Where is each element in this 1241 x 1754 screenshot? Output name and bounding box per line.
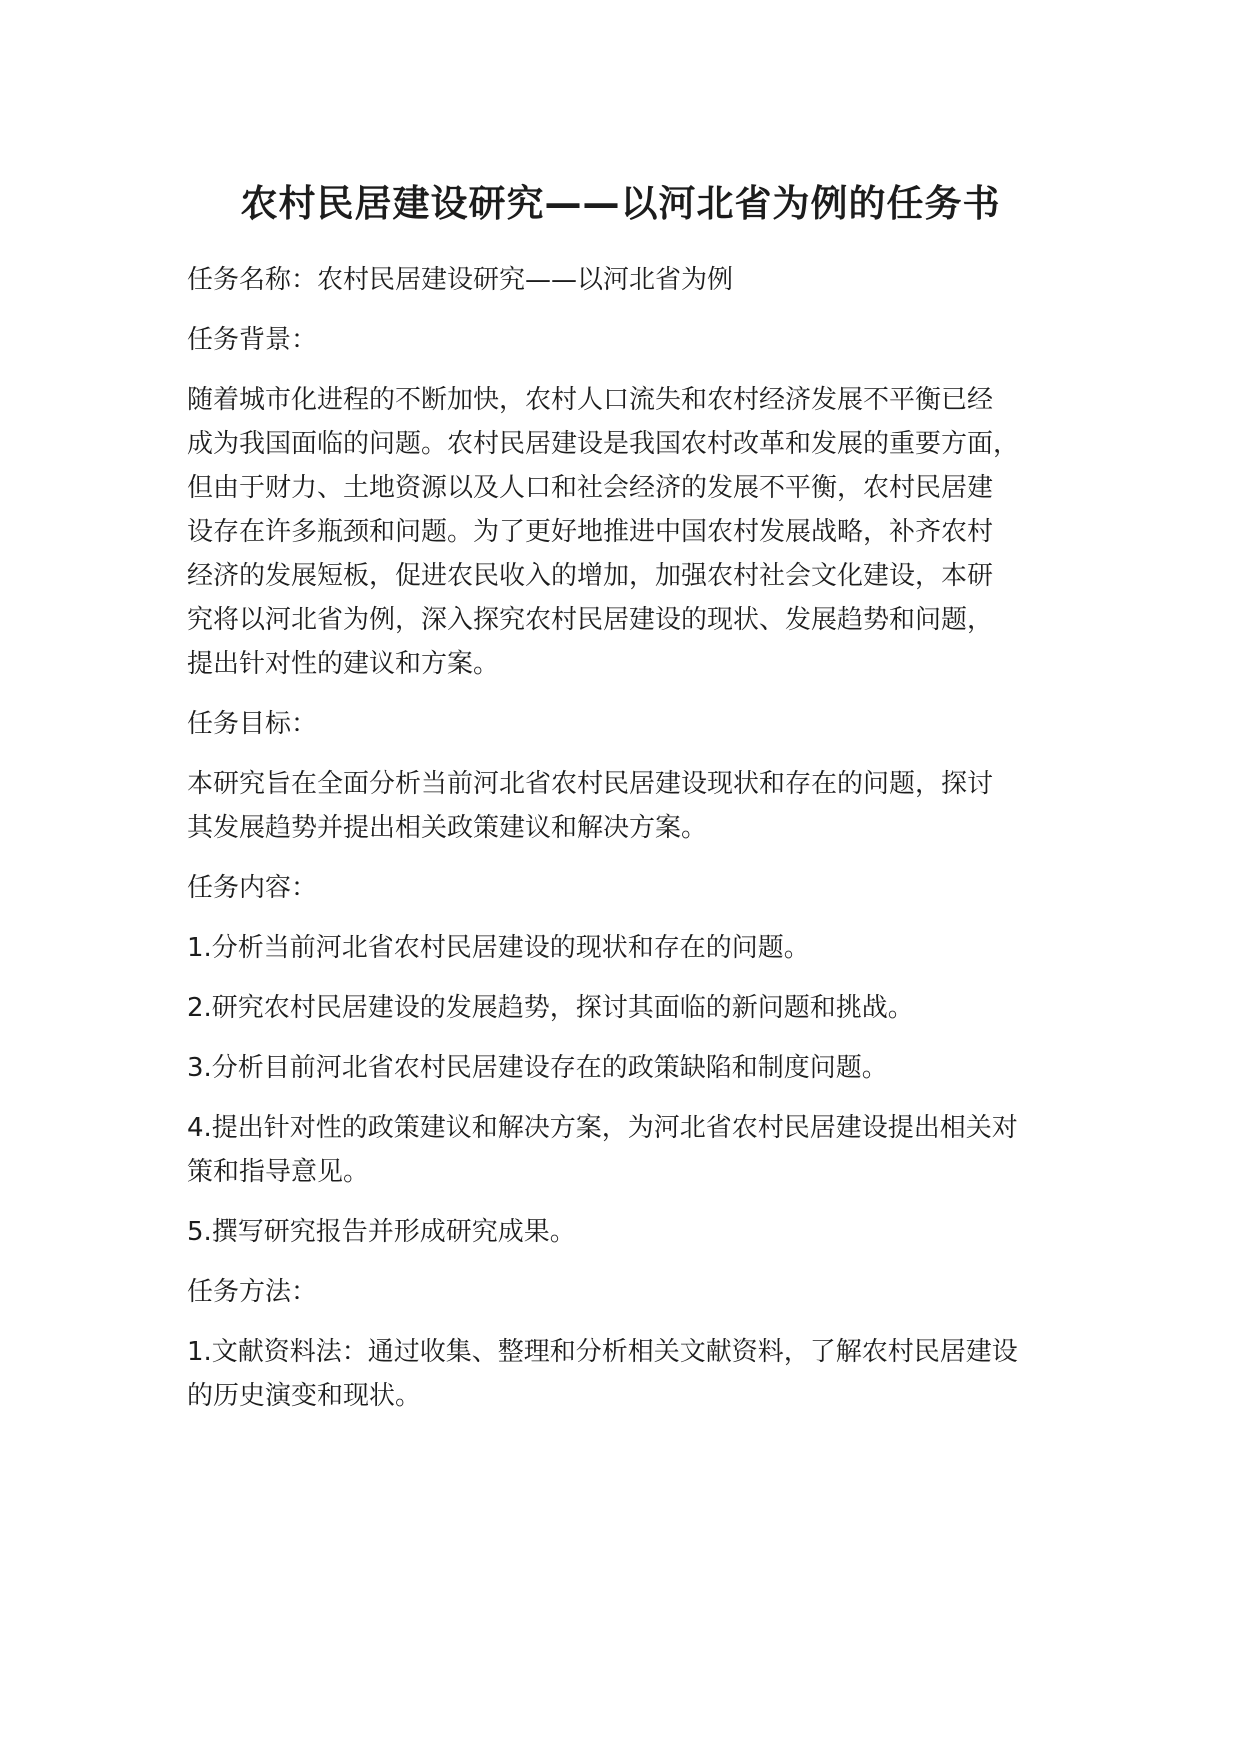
method-line: 的历史演变和现状。 [187,1381,422,1411]
content-item: 3.分析目前河北省农村民居建设存在的政策缺陷和制度问题。 [187,1053,888,1083]
content-item: 5.撰写研究报告并形成研究成果。 [187,1217,576,1247]
task-name-line: 任务名称：农村民居建设研究——以河北省为例 [187,265,734,295]
method-heading: 任务方法： [187,1277,318,1307]
background-heading: 任务背景： [187,325,318,355]
document-title: 农村民居建设研究——以河北省为例的任务书 [240,182,1001,225]
content-item: 2.研究农村民居建设的发展趋势，探讨其面临的新问题和挑战。 [187,993,914,1023]
background-line: 成为我国面临的问题。农村民居建设是我国农村改革和发展的重要方面， [187,429,1020,459]
goal-line: 其发展趋势并提出相关政策建议和解决方案。 [187,813,708,843]
background-line: 设存在许多瓶颈和问题。为了更好地推进中国农村发展战略，补齐农村 [187,517,994,547]
goal-line: 本研究旨在全面分析当前河北省农村民居建设现状和存在的问题，探讨 [187,769,994,799]
method-line: 1.文献资料法：通过收集、整理和分析相关文献资料，了解农村民居建设 [187,1337,1018,1367]
content-item: 策和指导意见。 [187,1157,370,1187]
background-line: 究将以河北省为例，深入探究农村民居建设的现状、发展趋势和问题， [187,605,994,635]
goal-heading: 任务目标： [187,709,318,739]
background-line: 经济的发展短板，促进农民收入的增加，加强农村社会文化建设，本研 [187,561,994,591]
content-item: 1.分析当前河北省农村民居建设的现状和存在的问题。 [187,933,810,963]
background-line: 随着城市化进程的不断加快，农村人口流失和农村经济发展不平衡已经 [187,385,994,415]
content-item: 4.提出针对性的政策建议和解决方案，为河北省农村民居建设提出相关对 [187,1113,1018,1143]
background-line: 提出针对性的建议和方案。 [187,649,500,679]
content-heading: 任务内容： [187,873,318,903]
background-line: 但由于财力、土地资源以及人口和社会经济的发展不平衡，农村民居建 [187,473,994,503]
